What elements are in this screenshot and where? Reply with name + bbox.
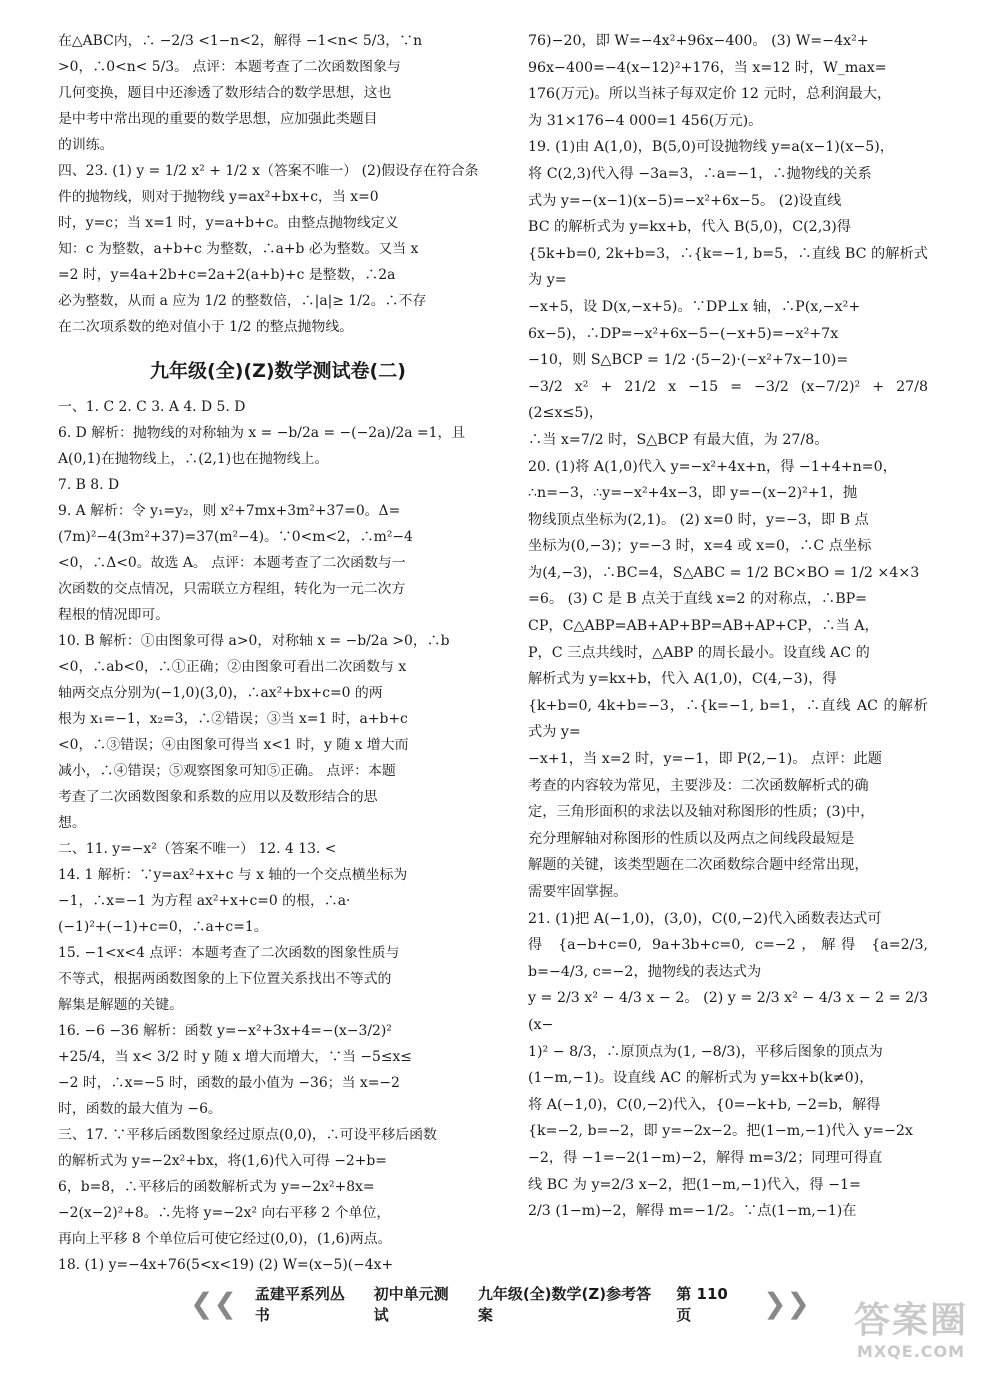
answer-line: 16. −6 −36 解析：函数 y=−x²+3x+4=−(x−3/2)² (58, 1023, 392, 1039)
answer-line: 再向上平移 8 个单位后可使它经过(0,0)，(1,6)两点。 (58, 1231, 392, 1247)
answer-line: 21. (1)把 A(−1,0)，(3,0)，C(0,−2)代入函数表达式可 (528, 910, 882, 927)
answer-line: 将 A(−1,0)，C(0,−2)代入，{0=−k+b, −2=b，解得 (528, 1096, 881, 1113)
left-chevron-icon: ❮❮ (190, 1287, 237, 1320)
answer-line: 物线顶点坐标为(2,1)。 (2) x=0 时，y=−3，即 B 点 (528, 511, 869, 528)
answer-line: 为(4,−3)，∴BC=4，S△ABC = 1/2 BC×BO = 1/2 ×4×3 (528, 564, 920, 581)
watermark-text: 答案圈 (853, 1300, 968, 1341)
answer-line: {5k+b=0, 2k+b=3，∴{k=−1, b=5，∴直线 BC 的解析式为 y= (528, 245, 928, 289)
answer-line: 件的抛物线，则对于抛物线 y=ax²+bx+c，当 x=0 (58, 189, 379, 205)
answer-line: 6x−5)，∴DP=−x²+6x−5−(−x+5)=−x²+7x (528, 325, 839, 342)
answer-line: −2 时，∴x=−5 时，函数的最小值为 −36；当 x=−2 (58, 1075, 400, 1091)
answer-line: 6，b=8，∴平移后的函数解析式为 y=−2x²+8x= (58, 1179, 375, 1195)
answer-line: (7m)²−4(3m²+37)=37(m²−4)。∵0<m<2，∴m²−4 (58, 529, 413, 545)
answer-line: 6. D 解析：抛物线的对称轴为 x = −b/2a = −(−2a)/2a =1，且 (58, 425, 466, 441)
answer-line: 在二次项系数的绝对值小于 1/2 的整点抛物线。 (58, 319, 354, 335)
left-column (58, 28, 498, 1278)
answer-line: 176(万元)。所以当袜子每双定价 12 元时，总利润最大， (528, 86, 892, 103)
answer-line: 考查的内容较为常见，主要涉及：二次函数解析式的确 (528, 777, 869, 794)
test-paper-heading: 九年级(全)(Z)数学测试卷(二) (150, 360, 406, 382)
footer-subject: 九年级(全)数学(Z)参考答案 (477, 1285, 652, 1324)
answer-line: 几何变换，题目中还渗透了数形结合的数学思想，这也 (58, 85, 392, 101)
answer-line: 坐标为(0,−3)；y=−3 时，x=4 或 x=0，∴C 点坐标 (528, 538, 872, 555)
answer-line: 19. (1)由 A(1,0)，B(5,0)可设抛物线 y=a(x−1)(x−5)， (528, 139, 894, 156)
answer-line: 14. 1 解析：∵y=ax²+x+c 与 x 轴的一个交点横坐标为 (58, 867, 408, 883)
answer-line: 解集是解题的关键。 (58, 997, 184, 1013)
footer-series: 孟建平系列丛书 (254, 1285, 345, 1324)
answer-line: A(0,1)在抛物线上，∴(2,1)也在抛物线上。 (58, 451, 329, 467)
page-footer (190, 1284, 810, 1324)
answer-line: 为 31×176−4 000=1 456(万元)。 (528, 112, 763, 129)
watermark-url: MXQE.COM (856, 1342, 966, 1361)
answer-line: −10，则 S△BCP = 1/2 ·(5−2)·(−x²+7x−10)= (528, 352, 849, 369)
right-chevron-icon: ❯❯ (763, 1287, 810, 1320)
answer-line: <0，∴③错误；④由图象可得当 x<1 时，y 随 x 增大而 (58, 737, 409, 753)
answer-line: 程根的情况即可。 (58, 607, 170, 623)
answer-line: >0，∴0<n< 5/3。 点评：本题考查了二次函数图象与 (58, 59, 401, 75)
answer-line: CP，C△ABP=AB+AP+BP=AB+AP+CP，∴当 A， (528, 618, 879, 635)
answer-line: 轴两交点分别为(−1,0)(3,0)，∴ax²+bx+c=0 的两 (58, 685, 383, 701)
answer-line: 在△ABC内，∴ −2/3 <1−n<2，解得 −1<n< 5/3，∵n (58, 33, 423, 49)
left-answers-bottom (58, 394, 498, 1278)
answer-line: 的解析式为 y=−2x²+bx，将(1,6)代入可得 −2+b= (58, 1153, 387, 1169)
answer-line: 解题的关键，该类型题在二次函数综合题中经常出现， (528, 857, 869, 874)
answer-line: 根为 x₁=−1，x₂=3，∴②错误；③当 x=1 时，a+b+c (58, 711, 408, 727)
answer-line: P，C 三点共线时，△ABP 的周长最小。设直线 AC 的 (528, 644, 870, 661)
answer-line: −3/2 x² + 21/2 x −15 = −3/2 (x−7/2)² + 27/8 (2≤x≤5)， (528, 378, 928, 422)
answer-line: 一、1. C 2. C 3. A 4. D 5. D (58, 399, 246, 415)
answer-line: −x+5，设 D(x,−x+5)。∵DP⊥x 轴，∴P(x,−x²+ (528, 298, 861, 315)
answer-line: 线 BC 为 y=2/3 x−2，把(1−m,−1)代入，得 −1= (528, 1176, 861, 1193)
answer-line: (−1)²+(−1)+c=0，∴a+c=1。 (58, 919, 268, 935)
answer-line: 将 C(2,3)代入得 −3a=3，∴a=−1，∴抛物线的关系 (528, 165, 872, 182)
answer-line: 定，三角形面积的求法以及轴对称图形的性质；(3)中， (528, 804, 875, 821)
answer-line: +25/4，当 x< 3/2 时 y 随 x 增大而增大，∵当 −5≤x≤ (58, 1049, 412, 1065)
answer-line: 是中考中常出现的重要的数学思想，应加强此类题目 (58, 111, 378, 127)
answer-line: 18. (1) y=−4x+76(5<x<19) (2) W=(x−5)(−4x+ (58, 1257, 394, 1273)
answer-line: 15. −1<x<4 点评：本题考查了二次函数的图象性质与 (58, 945, 400, 961)
answer-line: ∴n=−3，∴y=−x²+4x−3，即 y=−(x−2)²+1，抛 (528, 485, 858, 502)
answer-line: 不等式，根据两函数图象的上下位置关系找出不等式的 (58, 971, 392, 987)
answer-line: ∴当 x=7/2 时，S△BCP 有最大值，为 27/8。 (528, 431, 829, 448)
answer-line: 考查了二次函数图象和系数的应用以及数形结合的思 (58, 789, 378, 805)
answer-line: 解析式为 y=kx+b，代入 A(1,0)，C(4,−3)，得 (528, 671, 837, 688)
answer-line: 1)² − 8/3，∴原顶点为(1, −8/3)，平移后图象的顶点为 (528, 1043, 883, 1060)
answer-line: <0，∴ab<0，∴①正确；②由图象可看出二次函数与 x (58, 659, 407, 675)
answer-line: −2(x−2)²+8。∴先将 y=−2x² 向右平移 2 个单位， (58, 1205, 391, 1221)
answer-line: 76)−20，即 W=−4x²+96x−400。 (3) W=−4x²+ (528, 33, 869, 49)
left-answers-top (58, 28, 498, 340)
answer-line: −1，∴x=−1 为方程 ax²+x+c=0 的根，∴a· (58, 893, 351, 909)
answer-line: 二、11. y=−x²（答案不唯一） 12. 4 13. < (58, 841, 337, 857)
answer-line: {k=−2, b=−2，即 y=−2x−2。把(1−m,−1)代入 y=−2x (528, 1123, 913, 1140)
answer-line: 9. A 解析：令 y₁=y₂，则 x²+7mx+3m²+37=0。Δ= (58, 503, 401, 519)
right-column (528, 28, 928, 1225)
answer-line: BC 的解析式为 y=kx+b，代入 B(5,0)，C(2,3)得 (528, 219, 851, 236)
answer-line: 7. B 8. D (58, 477, 120, 493)
answer-line: 式为 y=−(x−1)(x−5)=−x²+6x−5。 (2)设直线 (528, 192, 842, 209)
answer-line: −2，得 −1=−2(1−m)−2，解得 m=3/2；同理可得直 (528, 1149, 883, 1166)
answer-line: 的训练。 (58, 137, 114, 153)
answer-line: 想。 (58, 815, 86, 831)
answer-line: 四、23. (1) y = 1/2 x² + 1/2 x（答案不唯一） (2)假设存在符合条 (58, 163, 479, 179)
answer-line: 时，y=c；当 x=1 时，y=a+b+c。由整点抛物线定义 (58, 215, 399, 231)
answer-line: 必为整数，从而 a 应为 1/2 的整数倍，∴|a|≥ 1/2。∴不存 (58, 293, 427, 309)
answer-line: 知：c 为整数，a+b+c 为整数，∴a+b 必为整数。又当 x (58, 241, 419, 257)
answer-line: y = 2/3 x² − 4/3 x − 2。 (2) y = 2/3 x² − 4/3 x − 2 = 2/3 (x− (528, 990, 928, 1033)
answer-line: 20. (1)将 A(1,0)代入 y=−x²+4x+n，得 −1+4+n=0， (528, 458, 897, 475)
answer-line: =2 时，y=4a+2b+c=2a+2(a+b)+c 是整数，∴2a (58, 267, 396, 283)
answer-line: 需要牢固掌握。 (528, 884, 628, 900)
answer-line: 减小，∴④错误；⑤观察图象可知⑤正确。 点评：本题 (58, 763, 396, 779)
answer-line: 2/3 (1−m)−2，解得 m=−1/2。∵点(1−m,−1)在 (528, 1203, 857, 1220)
answer-line: {k+b=0, 4k+b=−3，∴{k=−1, b=1，∴直线 AC 的解析式为 y= (528, 697, 928, 741)
answer-line: =6。 (3) C 是 B 点关于直线 x=2 的对称点，∴BP= (528, 591, 868, 608)
answer-line: −x+1，当 x=2 时，y=−1，即 P(2,−1)。 点评：此题 (528, 751, 882, 768)
footer-book: 初中单元测试 (373, 1285, 449, 1324)
answer-line: <0，∴Δ<0。故选 A。 点评：本题考查了二次函数与一 (58, 555, 406, 571)
watermark-logo (836, 1300, 986, 1370)
answer-line: 10. B 解析：①由图象可得 a>0，对称轴 x = −b/2a >0，∴b (58, 633, 450, 649)
answer-line: 得 {a−b+c=0, 9a+3b+c=0, c=−2，解得 {a=2/3, b=−4/3, c=−2，抛物线的表达式为 (528, 937, 928, 980)
answer-line: 时，函数的最大值为 −6。 (58, 1101, 222, 1117)
answer-line: 充分理解轴对称图形的性质以及两点之间线段最短是 (528, 830, 855, 847)
answer-line: 次函数的交点情况，只需联立方程组，转化为一元二次方 (58, 581, 406, 597)
answer-line: 96x−400=−4(x−12)²+176，当 x=12 时，W_max= (528, 59, 887, 76)
answer-line: (1−m,−1)。设直线 AC 的解析式为 y=kx+b(k≠0)， (528, 1070, 874, 1087)
footer-page-number: 第 110 页 (676, 1285, 728, 1324)
answer-line: 三、17. ∵平移后函数图象经过原点(0,0)，∴可设平移后函数 (58, 1127, 437, 1143)
